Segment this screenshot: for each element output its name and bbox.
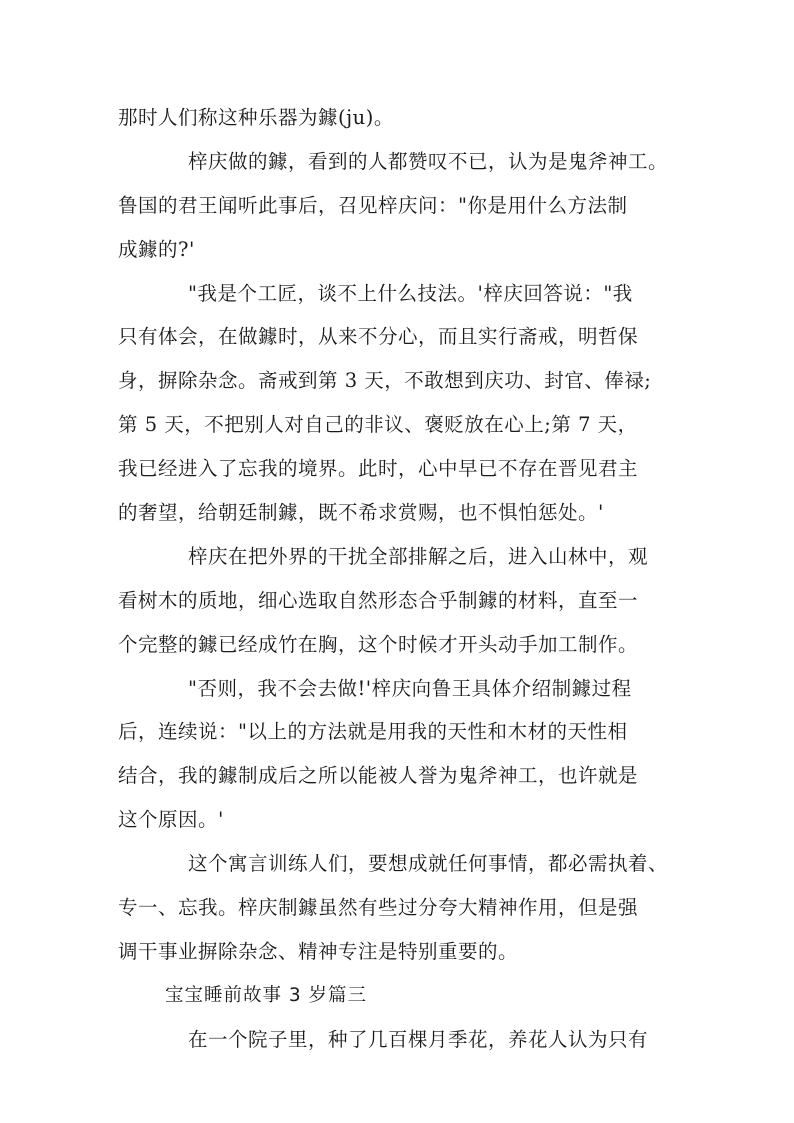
document-body [118,96,683,1062]
text-line: 第 5 天，不把别人对自己的非议、褒贬放在心上;第 7 天， [118,413,638,437]
text-line: 调干事业摒除杂念、精神专注是特别重要的。 [118,939,519,963]
text-line: 身，摒除杂念。斋戒到第 3 天，不敢想到庆功、封官、俸禄; [118,369,652,393]
text-line: 这个原因。' [118,808,224,832]
text-line: 鲁国的君王闻听此事后，召见梓庆问："你是用什么方法制 [118,193,628,217]
paragraph-start-line: "我是个工匠，谈不上什么技法。'梓庆回答说："我 [188,281,633,305]
paragraph-start-line: 梓庆在把外界的干扰全部排解之后，进入山林中，观 [188,544,649,568]
text-line: 我已经进入了忘我的境界。此时，心中早已不存在晋见君主 [118,457,639,481]
text-line: 只有体会，在做鐻时，从来不分心，而且实行斋戒，明哲保 [118,325,639,349]
text-line: 结合，我的鐻制成后之所以能被人誉为鬼斧神工，也许就是 [118,764,639,788]
paragraph-start-line: 在一个院子里，种了几百棵月季花，养花人认为只有 [188,1027,649,1051]
text-line: 个完整的鐻已经成竹在胸，这个时候才开头动手加工制作。 [118,632,639,656]
section-heading: 宝宝睡前故事 3 岁篇三 [165,984,368,1006]
text-line: 成鐻的?' [118,237,195,261]
text-line: 专一、忘我。梓庆制鐻虽然有些过分夸大精神作用，但是强 [118,896,639,920]
text-line: 看树木的质地，细心选取自然形态合乎制鐻的材料，直至一 [118,588,639,612]
paragraph-start-line: 这个寓言训练人们，要想成就任何事情，都必需执着、 [188,852,669,876]
paragraph-start-line: "否则，我不会去做!'梓庆向鲁王具体介绍制鐻过程 [188,676,632,700]
paragraph-start-line: 梓庆做的鐻，看到的人都赞叹不已，认为是鬼斧神工。 [188,149,669,173]
text-line: 那时人们称这种乐器为鐻(ju)。 [118,106,394,129]
text-line: 后，连续说："以上的方法就是用我的天性和木材的天性相 [118,720,628,744]
text-line: 的奢望，给朝廷制鐻，既不希求赏赐，也不惧怕惩处。' [118,501,604,525]
